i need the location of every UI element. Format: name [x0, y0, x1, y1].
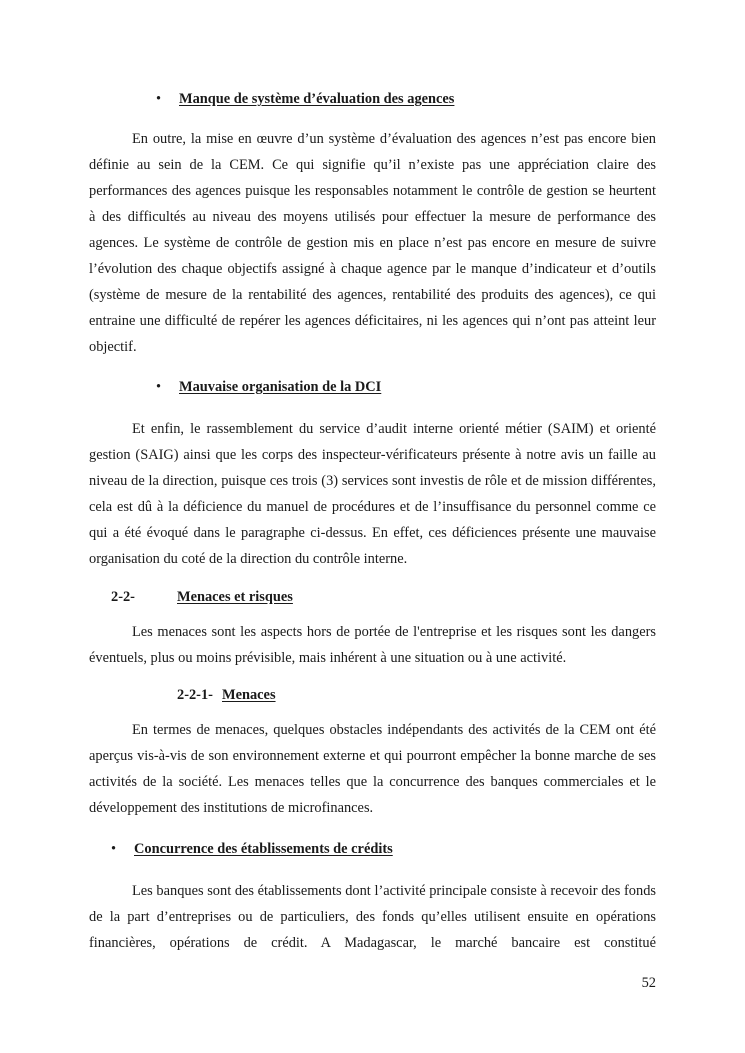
- section-heading: [111, 587, 293, 607]
- paragraph-dci: Et enfin, le rassemblement du service d’audit interne orienté métier (SAIM) et orienté gestion (SAIG) ainsi que les corps des inspecteur-vérificateurs présente à notre avis un faille au niveau de la direction, puisque ces trois (3) services sont investis de rôle et de mission différentes, cela est dû à la déficience du manuel de procédures et de l’insuffisance du personnel comme ce qui a été évoqué dans le paragraphe ci-dessus. En effet, ces déficiences présente une mauvaise organisation du coté de la direction du contrôle interne.: [89, 421, 656, 567]
- bullet-icon: •: [156, 379, 162, 395]
- section-number: 2-2-: [111, 589, 135, 605]
- bullet-icon: •: [156, 91, 162, 107]
- subsection-heading: [177, 685, 276, 705]
- bullet-icon: •: [111, 841, 117, 857]
- bullet-heading-text: Manque de système d’évaluation des agences: [179, 91, 455, 107]
- subsection-title: Menaces: [222, 687, 276, 703]
- paragraph-banques: Les banques sont des établissements dont l’activité principale consiste à recevoir des fonds de la part d’entreprises ou de particuliers, des fonds qu’elles utilisent ensuite en opérations financières, opérations de crédit. A Madagascar, le marché bancaire est constitué: [89, 883, 656, 951]
- page-number: 52: [641, 975, 656, 991]
- section-title: Menaces et risques: [177, 589, 293, 605]
- bullet-heading-text: Mauvaise organisation de la DCI: [179, 379, 382, 395]
- paragraph-evaluation: En outre, la mise en œuvre d’un système d’évaluation des agences n’est pas encore bien définie au sein de la CEM. Ce qui signifie qu’il n’existe pas une appréciation claire des performances des agences puisque les responsables notamment le contrôle de gestion se heurtent à des difficultés au niveau des moyens utilisés pour effectuer la mesure de performance des agences. Le système de contrôle de gestion mis en place n’est pas encore en mesure de suivre l’évolution des chaque objectifs assigné à chaque agence par le manque d’indicateur et d’outils (système de mesure de la rentabilité des agences, rentabilité des produits des agences), ce qui entraine une difficulté de repérer les agences déficitaires, ni les agences qui n’ont pas atteint leur objectif.: [89, 131, 656, 355]
- subsection-number: 2-2-1-: [177, 687, 213, 703]
- paragraph-menaces: En termes de menaces, quelques obstacles indépendants des activités de la CEM ont été aperçus vis-à-vis de son environnement externe et qui pourront empêcher la bonne marche de ses activités de la société. Les menaces telles que la concurrence des banques commerciales et le développement des institutions de microfinances.: [89, 722, 656, 816]
- bullet-heading-text: Concurrence des établissements de crédits: [134, 841, 393, 857]
- paragraph-menaces-risques: Les menaces sont les aspects hors de portée de l'entreprise et les risques sont les dangers éventuels, plus ou moins prévisible, mais inhérent à une situation ou à une activité.: [89, 624, 656, 666]
